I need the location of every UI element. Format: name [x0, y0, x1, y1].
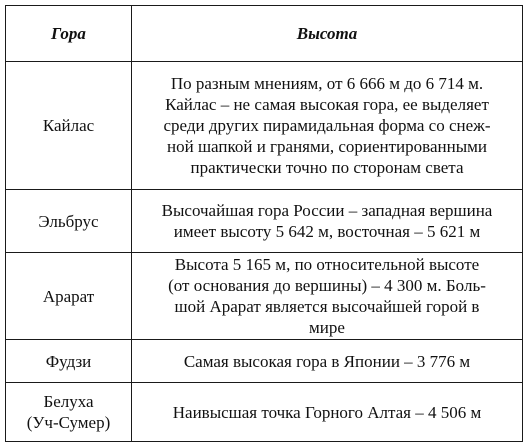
header-height: Высота: [132, 6, 523, 62]
height-text-line: Наивысшая точка Горного Алтая – 4 506 м: [172, 402, 482, 422]
mountain-height-cell: [132, 383, 523, 442]
table-row: [6, 253, 523, 340]
mountain-name: Кайлас: [42, 116, 95, 135]
mountain-name-cell: [6, 253, 132, 340]
height-text-line: имеет высоту 5 642 м, восточная – 5 621 м: [173, 222, 481, 241]
table-row: [6, 190, 523, 253]
height-text-line: ной шапкой и гранями, сориентированными: [167, 137, 487, 156]
mountain-name: Фудзи: [45, 351, 92, 371]
mountain-alt-name: (Уч-Сумер): [26, 413, 111, 432]
mountain-name-cell: [6, 383, 132, 442]
mountain-height-cell: [132, 190, 523, 253]
mountain-name-cell: [6, 190, 132, 253]
mountain-height-cell: [132, 253, 523, 340]
mountain-name: Белуха: [43, 392, 94, 411]
mountain-name: Эльбрус: [38, 211, 99, 231]
height-text-line: шой Арарат является высочайшей горой в: [174, 297, 480, 316]
height-text-line: Самая высокая гора в Японии – 3 776 м: [183, 351, 471, 371]
height-text-line: По разным мнениям, от 6 666 м до 6 714 м.: [170, 74, 484, 93]
mountain-height-cell: [132, 62, 523, 190]
height-text-line: Высочайшая гора России – западная вершина: [161, 201, 493, 220]
mountain-name: Арарат: [42, 286, 95, 306]
height-text-line: Высота 5 165 м, по относительной высоте: [174, 255, 480, 274]
mountains-table: [5, 5, 523, 442]
mountain-height-cell: [132, 340, 523, 383]
height-text-line: мире: [309, 318, 345, 337]
table-row: [6, 62, 523, 190]
height-text-line: (от основания до вершины) – 4 300 м. Боль-: [168, 276, 486, 295]
height-text-line: Кайлас – не самая высокая гора, ее выделяет: [165, 95, 489, 114]
mountain-name-cell: [6, 62, 132, 190]
table-row: [6, 340, 523, 383]
table-header-row: [6, 6, 523, 62]
mountain-name-cell: [6, 340, 132, 383]
height-text-line: практически точно по сторонам света: [190, 158, 464, 177]
header-mountain: Гора: [6, 6, 132, 62]
mountains-table-container: [5, 5, 523, 442]
table-row: [6, 383, 523, 442]
height-text-line: среди других пирамидальная форма со снеж-: [163, 116, 491, 135]
